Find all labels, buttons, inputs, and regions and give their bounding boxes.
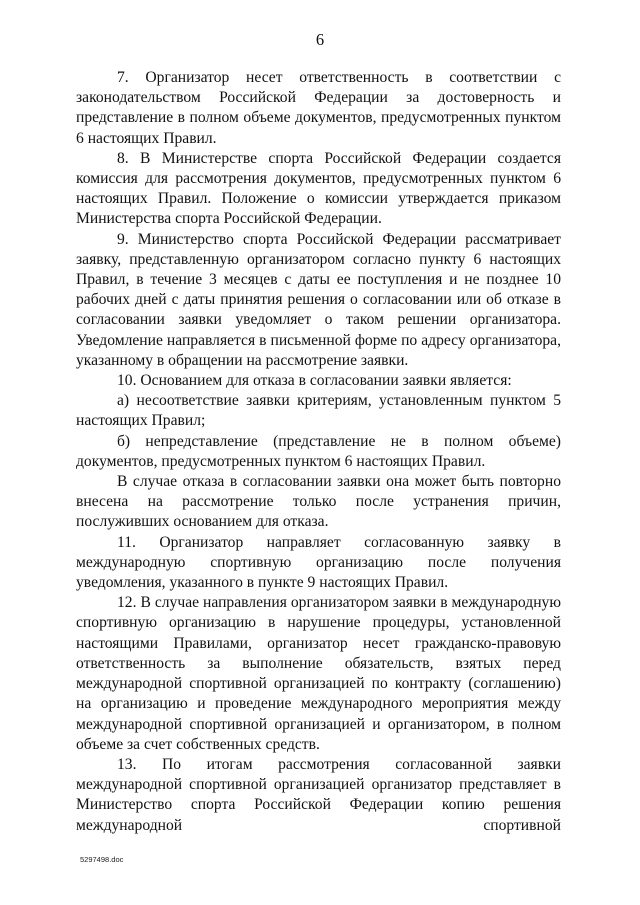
paragraph-12: 12. В случае направления организатором заявки в международную спортивную организацию в нарушение процедуры, установленной настоящими Правилами, организатор несет гражданско-правовую ответственность за выполнение обязательств, взятых перед международной спортивной организацией по контракту (соглашению) на организацию и проведение международного мероприятия между международной спортивной организацией и организатором, в полном объеме за счет собственных средств. (76, 594, 561, 753)
document-body (76, 68, 561, 836)
paragraph-7: 7. Организатор несет ответственность в соответствии с законодательством Российской Федерации за достоверность и представление в полном объеме документов, предусмотренных пунктом 6 настоящих Правил. (76, 69, 561, 147)
paragraph-9: 9. Министерство спорта Российской Федерации рассматривает заявку, представленную организатором согласно пункту 6 настоящих Правил, в течение 3 месяцев с даты ее поступления и не позднее 10 рабочих дней с даты принятия решения о согласовании или об отказе в согласовании заявки уведомляет о таком решении организатора. Уведомление направляется в письменной форме по адресу организатора, указанному в обращении на рассмотрение заявки. (76, 230, 561, 369)
paragraph-8: 8. В Министерстве спорта Российской Федерации создается комиссия для рассмотрения документов, предусмотренных пунктом 6 настоящих Правил. Положение о комиссии утверждается приказом Министерства спорта Российской Федерации. (76, 149, 561, 228)
paragraph-10: 10. Основанием для отказа в согласовании заявки является: (117, 372, 512, 390)
paragraph-10b: б) непредставление (представление не в полном объеме) документов, предусмотренных пунктом 6 настоящих Правил. (76, 432, 561, 470)
paragraph-10a: а) несоответствие заявки критериям, установленным пунктом 5 настоящих Правил; (76, 392, 561, 430)
paragraph-13: 13. По итогам рассмотрения согласованной заявки международной спортивной организацией организатор представляет в Министерство спорта Российской Федерации копию решения международной спортивной (76, 755, 561, 834)
paragraph-11: 11. Организатор направляет согласованную заявку в международную спортивную организацию после получения уведомления, указанного в пункте 9 настоящих Правил. (76, 533, 561, 592)
document-footer-filename: 5297498.doc (80, 855, 124, 864)
page-number: 6 (315, 30, 325, 49)
paragraph-refusal-note: В случае отказа в согласовании заявки она может быть повторно внесена на рассмотрение только после устранения причин, послуживших основанием для отказа. (76, 473, 561, 531)
